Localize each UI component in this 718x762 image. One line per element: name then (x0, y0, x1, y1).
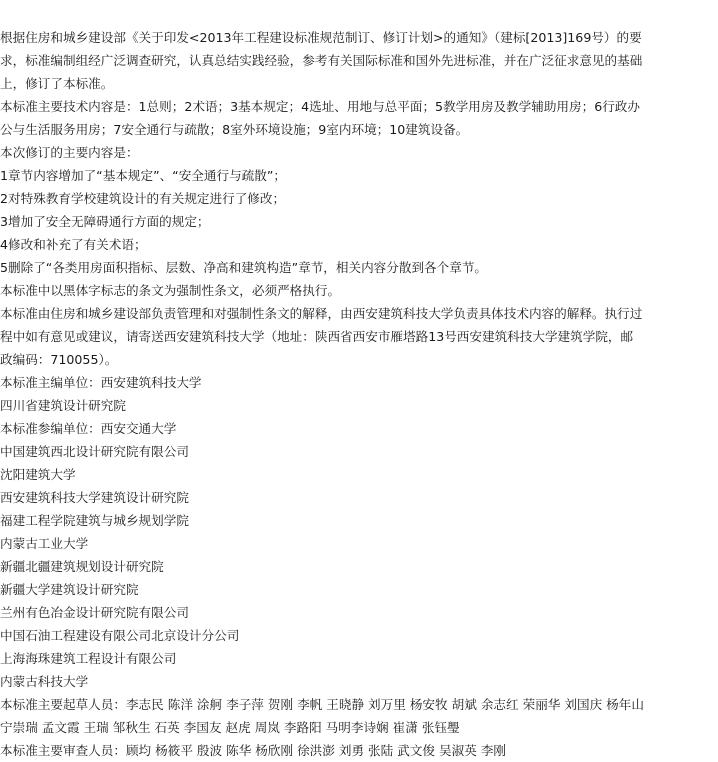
participating-unit: 西安建筑科技大学建筑设计研究院 (0, 490, 189, 505)
participating-unit: 内蒙古科技大学 (0, 674, 89, 689)
intro-line-1: 根据住房和城乡建设部《关于印发<2013年工程建设标准规范制订、修订计划>的通知》（建标[2013]169号）的要 (0, 30, 642, 45)
drafters-line-2: 宁崇瑞 孟文霞 王瑞 邹秋生 石英 李国友 赵虎 周岚 李路阳 马明李诗娴 崔潇 张钰璺 (0, 720, 460, 735)
chief-editor-unit: 本标准主编单位：西安建筑科技大学 (0, 375, 202, 390)
main-content-line-1: 本标准主要技术内容是：1总则；2术语；3基本规定；4选址、用地与总平面；5教学用房及教学辅助用房；6行政办 (0, 99, 640, 114)
participating-unit: 兰州有色冶金设计研究院有限公司 (0, 605, 189, 620)
revision-item-3: 3增加了安全无障碍通行方面的规定； (0, 214, 210, 229)
management-line-1: 本标准由住房和城乡建设部负责管理和对强制性条文的解释，由西安建筑科技大学负责具体技术内容的解释。执行过 (0, 306, 643, 321)
mandatory-clause-note: 本标准中以黑体字标志的条文为强制性条文，必须严格执行。 (0, 283, 341, 298)
participating-unit: 新疆大学建筑设计研究院 (0, 582, 139, 597)
management-line-3: 政编码：710055）。 (0, 352, 118, 367)
participating-unit-heading: 本标准参编单位：西安交通大学 (0, 421, 177, 436)
main-content-line-2: 公与生活服务用房；7安全通行与疏散；8室外环境设施；9室内环境；10建筑设备。 (0, 122, 469, 137)
management-line-2: 程中如有意见或建议，请寄送西安建筑科技大学（地址：陕西省西安市雁塔路13号西安建筑科技大学建筑学院，邮 (0, 329, 634, 344)
participating-unit: 新疆北疆建筑规划设计研究院 (0, 559, 164, 574)
revision-item-4: 4修改和补充了有关术语； (0, 237, 147, 252)
participating-unit: 中国石油工程建设有限公司北京设计分公司 (0, 628, 240, 643)
reviewers-line: 本标准主要审查人员：顾均 杨筱平 殷波 陈华 杨欣刚 徐洪澎 刘勇 张陆 武文俊 吴淑英 李刚 (0, 743, 507, 758)
revision-item-2: 2对特殊教育学校建筑设计的有关规定进行了修改； (0, 191, 286, 206)
participating-unit: 沈阳建筑大学 (0, 467, 76, 482)
participating-unit: 上海海珠建筑工程设计有限公司 (0, 651, 177, 666)
participating-unit: 内蒙古工业大学 (0, 536, 89, 551)
participating-unit: 中国建筑西北设计研究院有限公司 (0, 444, 189, 459)
revision-item-5: 5删除了“各类用房面积指标、层数、净高和建筑构造”章节，相关内容分散到各个章节。 (0, 260, 488, 275)
revision-heading: 本次修订的主要内容是： (0, 145, 139, 160)
chief-editor-unit-2: 四川省建筑设计研究院 (0, 398, 126, 413)
participating-unit: 福建工程学院建筑与城乡规划学院 (0, 513, 189, 528)
intro-line-2: 求，标准编制组经广泛调查研究，认真总结实践经验，参考有关国际标准和国外先进标准，并在广泛征求意见的基础 (0, 53, 643, 68)
intro-line-3: 上，修订了本标准。 (0, 76, 114, 91)
drafters-line-1: 本标准主要起草人员：李志民 陈洋 涂舸 李子萍 贺刚 李帆 王晓静 刘万里 杨安牧 胡斌 余志红 荣丽华 刘国庆 杨年山 (0, 697, 644, 712)
revision-item-1: 1章节内容增加了“基本规定”、“安全通行与疏散”； (0, 168, 286, 183)
